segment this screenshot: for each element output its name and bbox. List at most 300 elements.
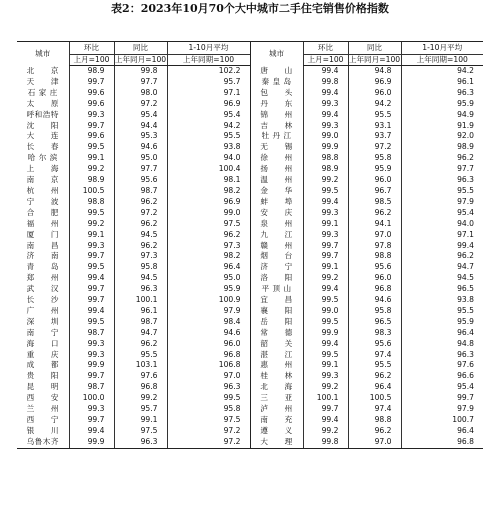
avg-left-cell: 98.4 <box>167 317 250 328</box>
header-mom-sub-left: 上月=100 <box>69 55 114 66</box>
yoy-left-cell: 99.8 <box>114 66 167 77</box>
yoy-right-cell: 97.0 <box>348 230 401 241</box>
table-row <box>17 360 483 371</box>
mom-right-cell: 99.4 <box>303 66 348 77</box>
avg-left-cell: 96.3 <box>167 382 250 393</box>
yoy-right-cell: 93.7 <box>348 131 401 142</box>
city-left-cell: 成 都 <box>26 360 59 370</box>
mom-left-cell: 99.1 <box>69 153 114 164</box>
yoy-left-cell: 98.7 <box>114 186 167 197</box>
avg-right-cell: 96.1 <box>401 77 483 88</box>
avg-right-cell: 95.5 <box>401 306 483 317</box>
city-left-cell: 合 肥 <box>26 207 59 217</box>
mom-left-cell: 99.7 <box>69 371 114 382</box>
yoy-right-cell: 96.5 <box>348 317 401 328</box>
yoy-left-cell: 98.0 <box>114 88 167 99</box>
avg-left-cell: 95.7 <box>167 77 250 88</box>
city-right-cell: 唐 山 <box>250 66 303 77</box>
city-right-cell: 温 州 <box>250 175 303 186</box>
avg-right-cell: 95.9 <box>401 317 483 328</box>
avg-left-cell: 97.0 <box>167 371 250 382</box>
mom-right-cell: 99.2 <box>303 382 348 393</box>
city-right-cell: 岳 阳 <box>250 317 303 328</box>
mom-right-cell: 99.5 <box>303 186 348 197</box>
mom-right-cell: 99.2 <box>303 273 348 284</box>
mom-right-cell: 99.2 <box>303 426 348 437</box>
table-row <box>17 328 483 339</box>
city-right-cell: 南 充 <box>250 415 303 426</box>
city-right-cell: 蚌 埠 <box>250 197 303 208</box>
avg-right-cell: 97.9 <box>401 404 483 415</box>
mom-left-cell: 99.7 <box>69 415 114 426</box>
avg-right-cell: 97.1 <box>401 230 483 241</box>
yoy-left-cell: 94.6 <box>114 142 167 153</box>
avg-left-cell: 94.2 <box>167 121 250 132</box>
header-mom-sub-right: 上月=100 <box>303 55 348 66</box>
yoy-right-cell: 96.2 <box>348 426 401 437</box>
avg-right-cell: 95.4 <box>401 382 483 393</box>
avg-right-cell: 99.7 <box>401 393 483 404</box>
mom-right-cell: 99.4 <box>303 197 348 208</box>
avg-right-cell: 94.9 <box>401 110 483 121</box>
table-row <box>17 110 483 121</box>
yoy-left-cell: 97.6 <box>114 371 167 382</box>
header-mom-right: 环比 <box>303 42 348 55</box>
table-row <box>17 306 483 317</box>
table-row <box>17 426 483 437</box>
table-row <box>17 66 483 77</box>
yoy-right-cell: 96.9 <box>348 77 401 88</box>
yoy-left-cell: 95.4 <box>114 110 167 121</box>
avg-left-cell: 98.2 <box>167 186 250 197</box>
yoy-left-cell: 97.7 <box>114 164 167 175</box>
header-avg-sub-right: 上年同期=100 <box>401 55 483 66</box>
yoy-right-cell: 95.8 <box>348 153 401 164</box>
avg-left-cell: 106.8 <box>167 360 250 371</box>
avg-right-cell: 94.8 <box>401 339 483 350</box>
avg-right-cell: 96.6 <box>401 371 483 382</box>
city-left-cell: 太 原 <box>26 98 59 108</box>
mom-left-cell: 99.3 <box>69 339 114 350</box>
avg-left-cell: 96.4 <box>167 262 250 273</box>
avg-right-cell: 94.0 <box>401 219 483 230</box>
yoy-right-cell: 95.6 <box>348 339 401 350</box>
yoy-right-cell: 97.0 <box>348 437 401 448</box>
header-avg-right: 1-10月平均 <box>401 42 483 55</box>
city-left-cell: 郑 州 <box>26 273 59 283</box>
avg-left-cell: 94.0 <box>167 153 250 164</box>
city-left-cell: 石 家 庄 <box>27 87 58 97</box>
city-left-cell: 宁 波 <box>26 196 59 206</box>
mom-left-cell: 99.7 <box>69 121 114 132</box>
mom-left-cell: 99.3 <box>69 404 114 415</box>
city-right-cell: 泸 州 <box>250 404 303 415</box>
yoy-right-cell: 94.2 <box>348 99 401 110</box>
city-right-cell: 宜 昌 <box>250 295 303 306</box>
city-left-cell: 沈 阳 <box>26 120 59 130</box>
table-row <box>17 241 483 252</box>
header-city-right: 城市 <box>250 42 303 66</box>
city-right-cell: 秦 皇 岛 <box>250 77 303 88</box>
city-right-cell: 丹 东 <box>250 99 303 110</box>
yoy-right-cell: 96.2 <box>348 371 401 382</box>
table-row <box>17 142 483 153</box>
yoy-right-cell: 98.5 <box>348 197 401 208</box>
yoy-right-cell: 95.5 <box>348 360 401 371</box>
mom-left-cell: 99.2 <box>69 219 114 230</box>
city-right-cell: 牡 丹 江 <box>250 131 303 142</box>
header-yoy-sub-left: 上年同月=100 <box>114 55 167 64</box>
mom-right-cell: 99.0 <box>303 306 348 317</box>
avg-right-cell: 97.9 <box>401 197 483 208</box>
avg-right-cell: 95.5 <box>401 186 483 197</box>
city-left-cell: 南 京 <box>26 175 59 185</box>
avg-right-cell: 96.3 <box>401 175 483 186</box>
yoy-left-cell: 100.1 <box>114 295 167 306</box>
mom-left-cell: 99.9 <box>69 360 114 371</box>
city-right-cell: 惠 州 <box>250 360 303 371</box>
avg-left-cell: 95.5 <box>167 131 250 142</box>
yoy-left-cell: 95.8 <box>114 262 167 273</box>
mom-left-cell: 99.7 <box>69 295 114 306</box>
avg-left-cell: 96.0 <box>167 339 250 350</box>
avg-left-cell: 96.8 <box>167 350 250 361</box>
mom-left-cell: 98.9 <box>69 175 114 186</box>
avg-right-cell: 94.7 <box>401 262 483 273</box>
mom-right-cell: 99.3 <box>303 371 348 382</box>
yoy-left-cell: 96.3 <box>114 437 167 448</box>
city-left-cell: 福 州 <box>26 218 59 228</box>
city-left-cell: 贵 阳 <box>26 371 59 381</box>
yoy-right-cell: 94.8 <box>348 66 401 77</box>
city-left-cell: 昆 明 <box>26 382 59 392</box>
table-row <box>17 404 483 415</box>
city-left-cell: 济 南 <box>26 251 59 261</box>
mom-right-cell: 99.9 <box>303 328 348 339</box>
city-right-cell: 遵 义 <box>250 426 303 437</box>
mom-right-cell: 99.5 <box>303 317 348 328</box>
mom-right-cell: 98.9 <box>303 164 348 175</box>
avg-left-cell: 97.5 <box>167 415 250 426</box>
yoy-right-cell: 93.1 <box>348 121 401 132</box>
yoy-right-cell: 97.8 <box>348 241 401 252</box>
table-row <box>17 262 483 273</box>
yoy-left-cell: 95.7 <box>114 404 167 415</box>
city-right-cell: 烟 台 <box>250 251 303 262</box>
avg-left-cell: 97.2 <box>167 437 250 448</box>
avg-right-cell: 94.2 <box>401 66 483 77</box>
city-right-cell: 吉 林 <box>250 121 303 132</box>
mom-right-cell: 99.8 <box>303 437 348 448</box>
yoy-right-cell: 98.3 <box>348 328 401 339</box>
yoy-right-cell: 96.4 <box>348 382 401 393</box>
avg-right-cell: 96.3 <box>401 350 483 361</box>
header-mom-left: 环比 <box>69 42 114 55</box>
mom-right-cell: 99.5 <box>303 350 348 361</box>
city-left-cell: 呼和浩特 <box>26 109 59 119</box>
yoy-right-cell: 98.8 <box>348 415 401 426</box>
mom-left-cell: 99.4 <box>69 426 114 437</box>
mom-left-cell: 99.5 <box>69 142 114 153</box>
avg-right-cell: 97.6 <box>401 360 483 371</box>
table-row <box>17 284 483 295</box>
avg-left-cell: 100.9 <box>167 295 250 306</box>
city-right-cell: 常 德 <box>250 328 303 339</box>
city-right-cell: 安 庆 <box>250 208 303 219</box>
city-right-cell: 桂 林 <box>250 371 303 382</box>
city-right-cell: 襄 阳 <box>250 306 303 317</box>
city-left-cell: 广 州 <box>26 305 59 315</box>
avg-left-cell: 97.2 <box>167 426 250 437</box>
mom-right-cell: 99.3 <box>303 208 348 219</box>
yoy-left-cell: 94.4 <box>114 121 167 132</box>
city-right-cell: 韶 关 <box>250 339 303 350</box>
yoy-right-cell: 96.7 <box>348 186 401 197</box>
table-row <box>17 77 483 88</box>
avg-right-cell: 92.0 <box>401 131 483 142</box>
yoy-left-cell: 96.2 <box>114 197 167 208</box>
mom-right-cell: 99.2 <box>303 175 348 186</box>
table-row <box>17 164 483 175</box>
city-left-cell: 西 宁 <box>26 415 59 424</box>
city-right-cell: 三 亚 <box>250 393 303 404</box>
table-row <box>17 350 483 361</box>
yoy-right-cell: 95.8 <box>348 306 401 317</box>
table-row <box>17 208 483 219</box>
header-yoy-left: 同比 <box>114 42 167 55</box>
mom-left-cell: 99.1 <box>69 230 114 241</box>
mom-right-cell: 99.3 <box>303 99 348 110</box>
city-left-cell: 大 连 <box>26 131 59 141</box>
yoy-left-cell: 95.5 <box>114 350 167 361</box>
yoy-right-cell: 97.2 <box>348 142 401 153</box>
yoy-left-cell: 95.0 <box>114 153 167 164</box>
mom-left-cell: 99.2 <box>69 164 114 175</box>
avg-right-cell: 91.9 <box>401 121 483 132</box>
city-left-cell: 深 圳 <box>26 316 59 326</box>
avg-left-cell: 98.2 <box>167 251 250 262</box>
yoy-left-cell: 96.2 <box>114 219 167 230</box>
avg-left-cell: 98.1 <box>167 175 250 186</box>
avg-left-cell: 97.3 <box>167 241 250 252</box>
city-right-cell: 济 宁 <box>250 262 303 273</box>
table-row <box>17 382 483 393</box>
avg-right-cell: 96.4 <box>401 426 483 437</box>
mom-left-cell: 99.7 <box>69 77 114 88</box>
table-row <box>17 197 483 208</box>
yoy-right-cell: 98.8 <box>348 251 401 262</box>
city-right-cell: 锦 州 <box>250 110 303 121</box>
table-row <box>17 230 483 241</box>
avg-right-cell: 95.9 <box>401 99 483 110</box>
table-row <box>17 219 483 230</box>
table-row <box>17 317 483 328</box>
city-left-cell: 上 海 <box>26 164 59 174</box>
avg-right-cell: 96.2 <box>401 251 483 262</box>
yoy-left-cell: 103.1 <box>114 360 167 371</box>
yoy-right-cell: 96.0 <box>348 88 401 99</box>
yoy-left-cell: 95.3 <box>114 131 167 142</box>
yoy-right-cell: 96.8 <box>348 284 401 295</box>
city-right-cell: 洛 阳 <box>250 273 303 284</box>
avg-left-cell: 99.5 <box>167 393 250 404</box>
mom-right-cell: 99.3 <box>303 121 348 132</box>
header-avg-sub-left: 上年同期=100 <box>167 55 250 66</box>
mom-right-cell: 99.7 <box>303 241 348 252</box>
city-right-cell: 包 头 <box>250 88 303 99</box>
table-row <box>17 131 483 142</box>
city-right-cell: 金 华 <box>250 186 303 197</box>
avg-left-cell: 100.4 <box>167 164 250 175</box>
table-row <box>17 99 483 110</box>
avg-left-cell: 99.0 <box>167 208 250 219</box>
mom-left-cell: 98.7 <box>69 382 114 393</box>
table-row <box>17 175 483 186</box>
avg-left-cell: 96.9 <box>167 197 250 208</box>
table-title: 表2：2023年10月70个大中城市二手住宅销售价格指数 <box>111 2 389 15</box>
city-right-cell: 无 锡 <box>250 142 303 153</box>
city-left-cell: 哈 尔 滨 <box>27 153 58 163</box>
mom-left-cell: 99.6 <box>69 99 114 110</box>
mom-left-cell: 100.0 <box>69 393 114 404</box>
avg-right-cell: 98.9 <box>401 142 483 153</box>
yoy-left-cell: 95.6 <box>114 175 167 186</box>
table-row <box>17 251 483 262</box>
price-index-table <box>17 41 483 449</box>
mom-left-cell: 99.4 <box>69 273 114 284</box>
avg-right-cell: 94.5 <box>401 273 483 284</box>
yoy-right-cell: 97.4 <box>348 350 401 361</box>
mom-right-cell: 99.4 <box>303 110 348 121</box>
mom-left-cell: 99.6 <box>69 131 114 142</box>
city-right-cell: 大 理 <box>250 437 303 448</box>
table-body <box>17 66 483 449</box>
mom-left-cell: 98.7 <box>69 328 114 339</box>
table-header <box>17 42 483 66</box>
city-left-cell: 乌鲁木齐 <box>17 437 69 448</box>
city-left-cell: 厦 门 <box>26 229 59 239</box>
avg-left-cell: 102.2 <box>167 66 250 77</box>
mom-right-cell: 99.4 <box>303 415 348 426</box>
avg-left-cell: 95.0 <box>167 273 250 284</box>
table-row <box>17 153 483 164</box>
mom-right-cell: 99.4 <box>303 284 348 295</box>
yoy-right-cell: 100.5 <box>348 393 401 404</box>
city-left-cell: 南 昌 <box>26 240 59 250</box>
avg-right-cell: 96.5 <box>401 284 483 295</box>
city-left-cell: 长 沙 <box>26 295 59 305</box>
table-row <box>17 437 483 448</box>
avg-left-cell: 97.9 <box>167 306 250 317</box>
table-row <box>17 371 483 382</box>
yoy-right-cell: 95.5 <box>348 110 401 121</box>
city-right-cell: 湛 江 <box>250 350 303 361</box>
yoy-right-cell: 95.9 <box>348 164 401 175</box>
mom-left-cell: 99.9 <box>69 437 114 448</box>
city-left-cell: 杭 州 <box>26 185 59 195</box>
avg-left-cell: 95.9 <box>167 284 250 295</box>
city-left-cell: 西 安 <box>26 393 59 403</box>
city-left-cell: 银 川 <box>26 425 59 435</box>
mom-left-cell: 99.7 <box>69 284 114 295</box>
city-left-cell: 重 庆 <box>26 349 59 359</box>
avg-left-cell: 95.8 <box>167 404 250 415</box>
mom-right-cell: 99.1 <box>303 219 348 230</box>
yoy-left-cell: 98.7 <box>114 317 167 328</box>
avg-right-cell: 100.7 <box>401 415 483 426</box>
avg-right-cell: 96.4 <box>401 328 483 339</box>
yoy-left-cell: 94.5 <box>114 230 167 241</box>
avg-left-cell: 97.1 <box>167 88 250 99</box>
avg-right-cell: 96.2 <box>401 153 483 164</box>
header-yoy-sub-right: 上年同月=100 <box>348 55 401 64</box>
table-row <box>17 273 483 284</box>
avg-left-cell: 96.2 <box>167 230 250 241</box>
table-row <box>17 339 483 350</box>
header-avg-left: 1-10月平均 <box>167 42 250 55</box>
mom-right-cell: 99.7 <box>303 404 348 415</box>
city-left-cell: 北 京 <box>26 65 59 75</box>
mom-left-cell: 99.3 <box>69 350 114 361</box>
avg-right-cell: 97.7 <box>401 164 483 175</box>
yoy-right-cell: 96.0 <box>348 273 401 284</box>
yoy-left-cell: 94.7 <box>114 328 167 339</box>
yoy-left-cell: 99.1 <box>114 415 167 426</box>
table-row <box>17 295 483 306</box>
mom-left-cell: 100.5 <box>69 186 114 197</box>
mom-left-cell: 99.6 <box>69 88 114 99</box>
city-left-cell: 兰 州 <box>26 404 59 414</box>
city-left-cell: 天 津 <box>26 76 59 86</box>
mom-right-cell: 99.7 <box>303 251 348 262</box>
yoy-left-cell: 96.2 <box>114 241 167 252</box>
mom-right-cell: 99.9 <box>303 142 348 153</box>
yoy-left-cell: 96.1 <box>114 306 167 317</box>
mom-left-cell: 99.5 <box>69 208 114 219</box>
mom-right-cell: 99.3 <box>303 230 348 241</box>
mom-left-cell: 99.7 <box>69 251 114 262</box>
mom-right-cell: 99.8 <box>303 77 348 88</box>
yoy-left-cell: 97.5 <box>114 426 167 437</box>
table-row <box>17 88 483 99</box>
yoy-left-cell: 96.8 <box>114 382 167 393</box>
yoy-left-cell: 96.3 <box>114 284 167 295</box>
mom-right-cell: 99.1 <box>303 262 348 273</box>
avg-right-cell: 96.3 <box>401 88 483 99</box>
mom-left-cell: 98.8 <box>69 197 114 208</box>
header-yoy-right: 同比 <box>348 42 401 55</box>
yoy-left-cell: 94.5 <box>114 273 167 284</box>
table-row <box>17 415 483 426</box>
city-right-cell: 九 江 <box>250 230 303 241</box>
city-left-cell: 南 宁 <box>26 327 59 337</box>
yoy-right-cell: 94.6 <box>348 295 401 306</box>
mom-left-cell: 99.5 <box>69 317 114 328</box>
yoy-left-cell: 96.2 <box>114 339 167 350</box>
yoy-right-cell: 95.6 <box>348 262 401 273</box>
avg-left-cell: 94.6 <box>167 328 250 339</box>
yoy-left-cell: 97.3 <box>114 251 167 262</box>
table-row <box>17 393 483 404</box>
mom-left-cell: 98.9 <box>69 66 114 77</box>
yoy-right-cell: 96.0 <box>348 175 401 186</box>
city-left-cell: 海 口 <box>26 338 59 348</box>
mom-right-cell: 100.1 <box>303 393 348 404</box>
avg-right-cell: 96.8 <box>401 437 483 448</box>
avg-left-cell: 97.5 <box>167 219 250 230</box>
mom-right-cell: 99.0 <box>303 131 348 142</box>
avg-left-cell: 95.4 <box>167 110 250 121</box>
